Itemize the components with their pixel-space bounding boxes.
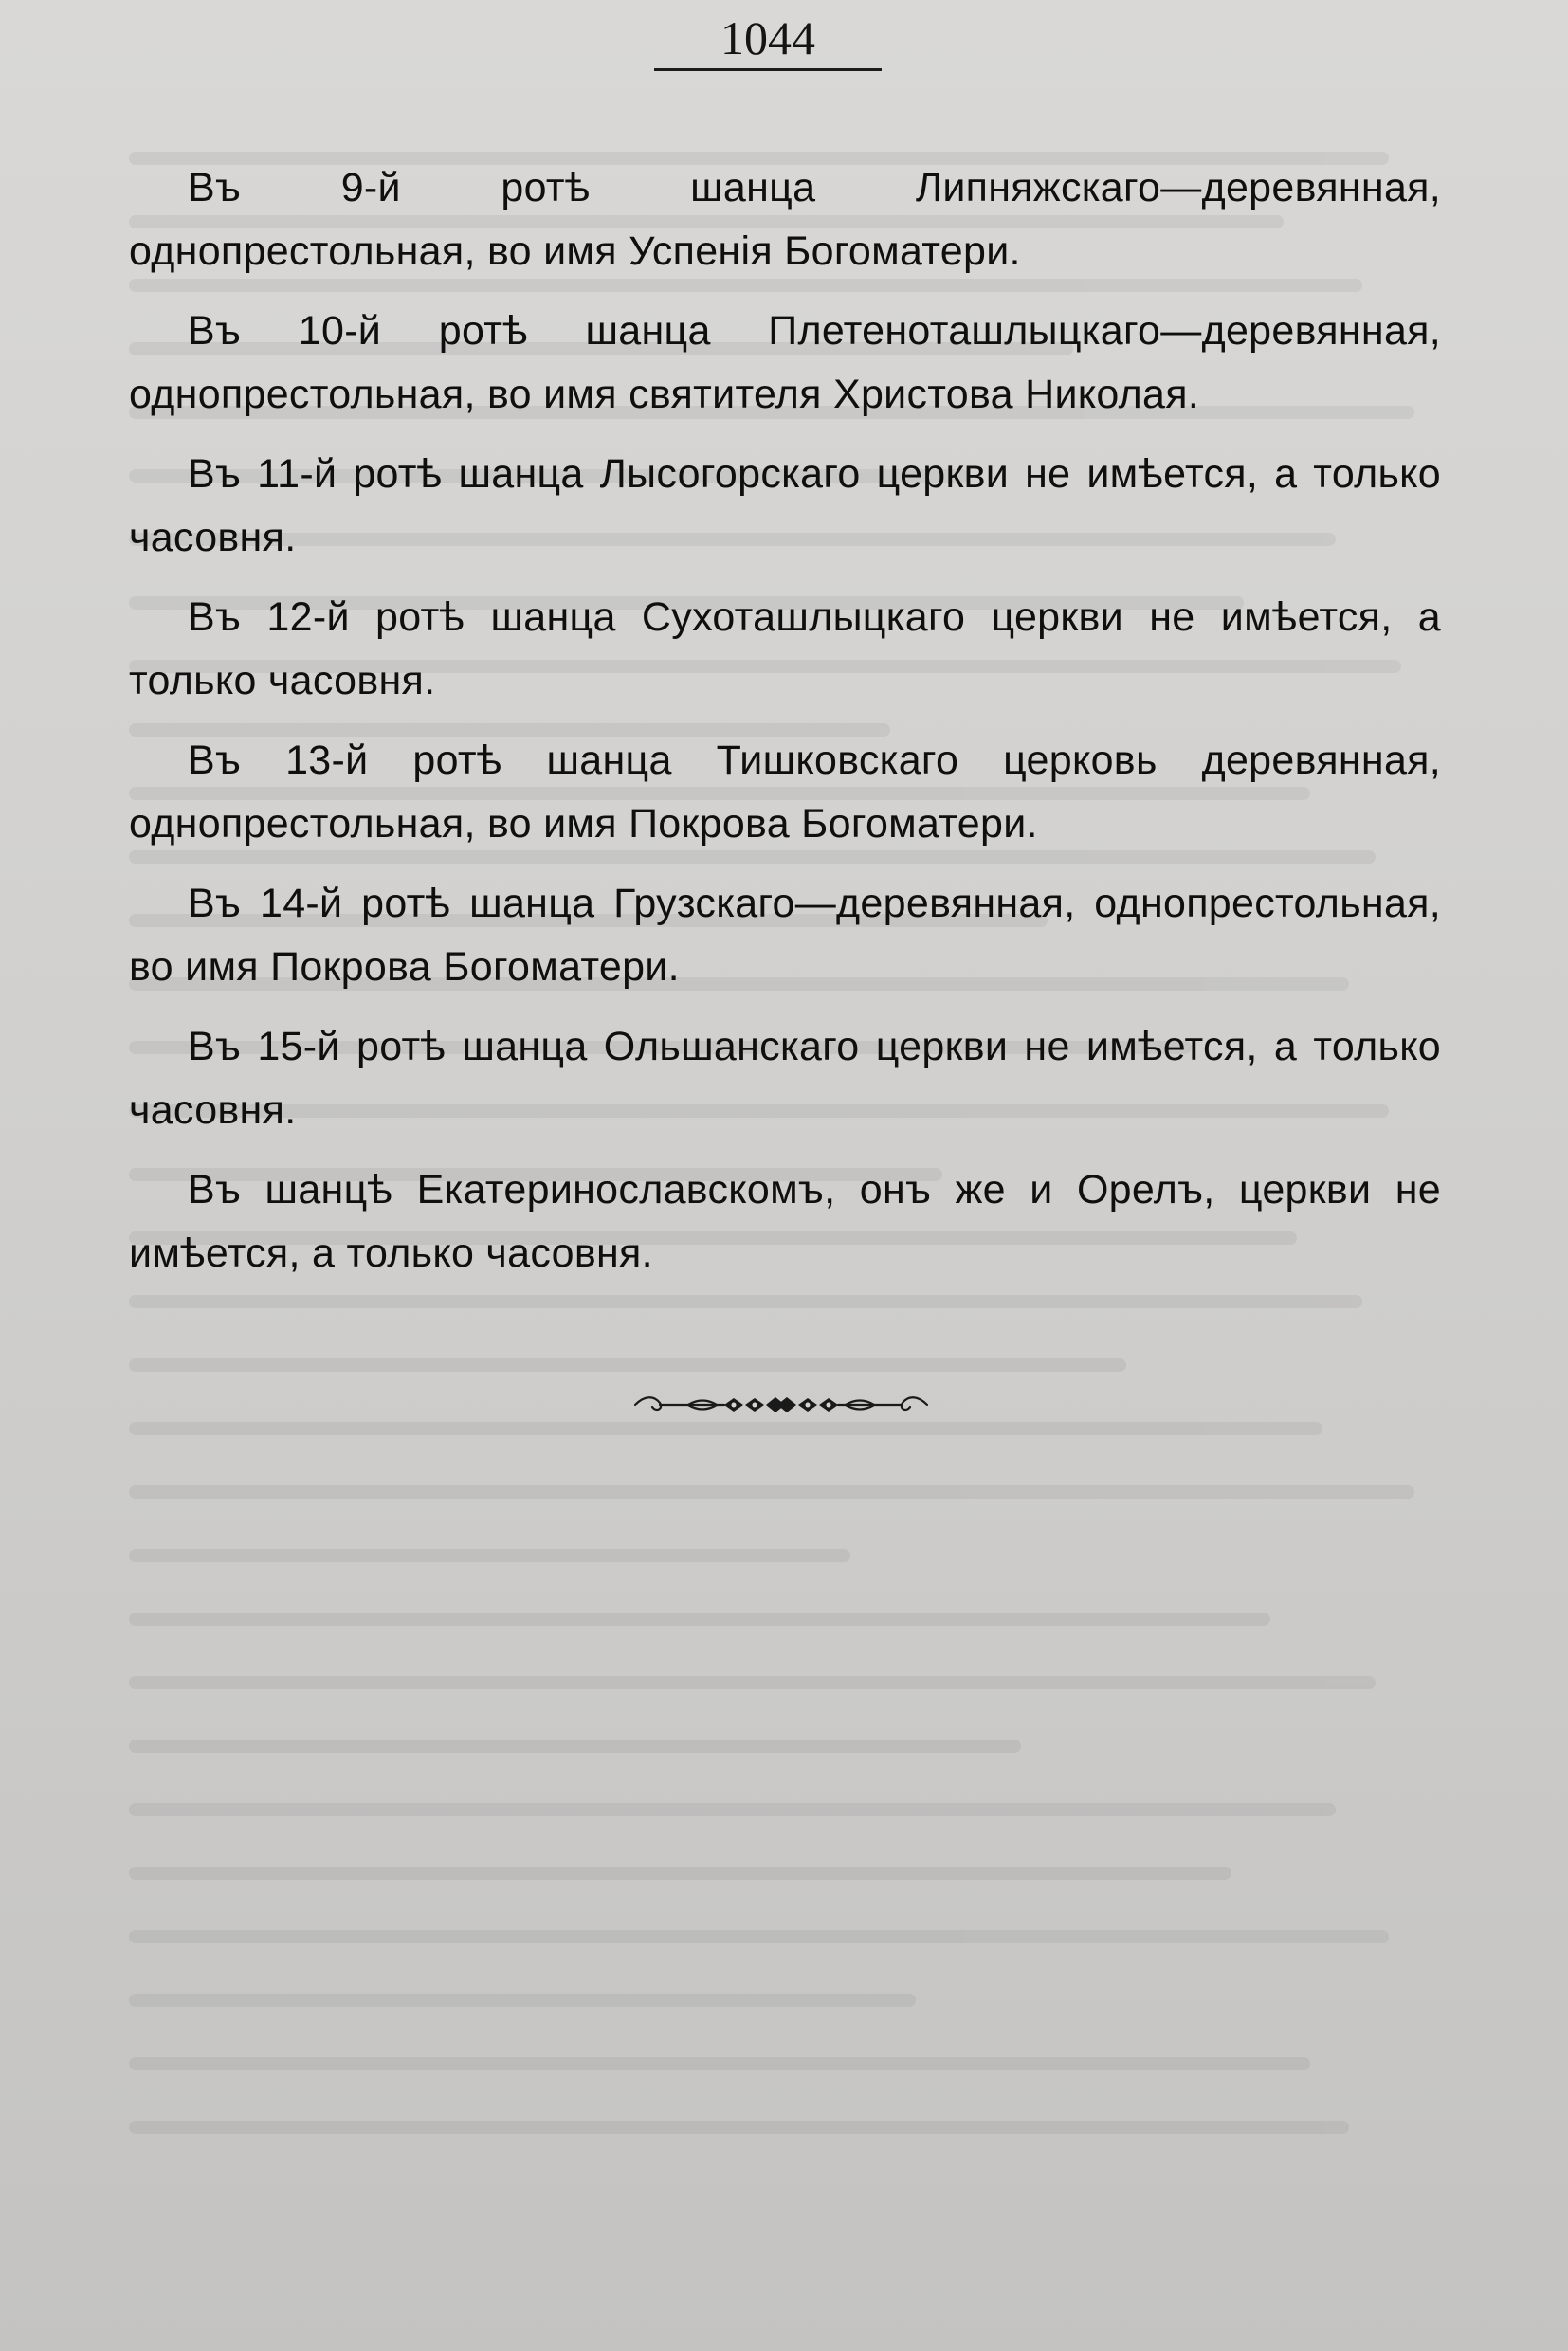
header-rule	[654, 68, 882, 71]
paragraph-company-12: Въ 12-й ротѣ шанца Сухоташлыцкаго церкви не имѣется, а только часовня.	[129, 594, 1441, 703]
paragraph-company-11: Въ 11-й ротѣ шанца Лысогорскаго церкви не имѣется, а только часовня.	[129, 451, 1441, 560]
page-header	[654, 8, 882, 68]
main-text	[129, 156, 1441, 1302]
decorative-divider-icon	[631, 1384, 931, 1426]
paragraph-company-15: Въ 15-й ротѣ шанца Ольшанскаго церкви не имѣется, а только часовня.	[129, 1024, 1441, 1133]
page-number: 1044	[720, 11, 815, 64]
paragraph-company-14: Въ 14-й ротѣ шанца Грузскаго—деревянная, однопрестольная, во имя Покрова Богоматери.	[129, 881, 1441, 990]
paragraph-ekaterinoslav: Въ шанцѣ Екатеринославскомъ, онъ же и Орелъ, церкви не имѣется, а только часовня.	[129, 1167, 1441, 1276]
paragraph-company-10: Въ 10-й ротѣ шанца Плетеноташлыцкаго—деревянная, однопрестольная, во имя святителя Христова Николая.	[129, 308, 1441, 417]
paragraph-company-13: Въ 13-й ротѣ шанца Тишковскаго церковь деревянная, однопрестольная, во имя Покрова Богоматери.	[129, 738, 1441, 847]
paragraph-company-9: Въ 9-й ротѣ шанца Липняжскаго—деревянная, однопрестольная, во имя Успенія Богоматери.	[129, 165, 1441, 274]
